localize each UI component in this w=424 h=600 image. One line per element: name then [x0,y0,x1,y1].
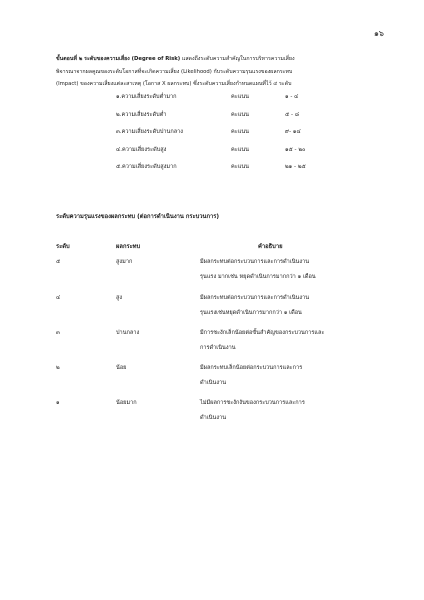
column-header-impact: ผลกระทบ [116,244,141,250]
severity-level: ๔ [56,295,61,301]
severity-level: ๒ [56,365,60,371]
intro-line3: (Impact) ของความเสี่ยงแต่ละสาเหตุ (โอกาส X ผลกระทบ) ซึ่งระดับความเสี่ยงกำหนดแผนที่ไว้ ๔ ระดับ [56,81,292,87]
intro-line1: แสดงถึงระดับความสำคัญในการบริหารความเสี่ยง [180,56,295,62]
risk-level-unit: คะแนน [231,164,249,170]
risk-level-row [0,146,424,160]
risk-level-unit: คะแนน [231,94,249,100]
risk-level-unit: คะแนน [231,147,249,153]
risk-level-label: ๔.ความเสี่ยงระดับสูง [116,147,167,153]
risk-level-label: ๒.ความเสี่ยงระดับต่ำ [116,112,167,118]
severity-level: ๕ [56,259,61,265]
risk-level-range: ๑๕ - ๒๐ [285,147,306,153]
risk-level-label: ๑.ความเสี่ยงระดับต่ำมาก [116,94,177,100]
risk-level-row [0,93,424,107]
severity-level: ๑ [56,400,60,406]
risk-level-unit: คะแนน [231,112,249,118]
page-number: ๑๖ [373,29,384,38]
severity-description: ไม่มีผลการชะงักงันของกระบวนการและการ ดำเนินงาน [200,400,305,421]
severity-impact: สูงมาก [116,259,133,265]
step-title: ขั้นตอนที่ ๒ ระดับของความเสี่ยง (Degree of Risk) [56,56,181,62]
risk-level-range: ๕ - ๘ [285,112,300,118]
severity-description: มีผลกระทบเล็กน้อยต่อกระบวนการและการ ดำเนินงาน [200,365,303,386]
risk-level-label: ๓.ความเสี่ยงระดับปานกลาง [116,129,184,135]
risk-level-row [0,163,424,177]
intro-line2: พิจารณาจากผลคูณของระดับโอกาสที่จะเกิดความเสี่ยง (Likelihood) กับระดับความรุนแรงของผลกระทบ [56,68,293,75]
risk-level-range: ๑ - ๔ [285,94,299,100]
severity-impact: ปานกลาง [116,330,140,336]
severity-description: มีการชะงักเล็กน้อยต่อขั้นสำคัญของกระบวนการและ การดำเนินงาน [200,330,325,351]
severity-impact: สูง [116,295,123,301]
severity-description: มีผลกระทบต่อกระบวนการและการดำเนินงาน รุนแรงเช่นหยุดดำเนินการมากกว่า ๑ เดือน [200,295,310,316]
severity-heading: ระดับความรุนแรงของผลกระทบ (ต่อการดำเนินงาน กระบวนการ) [56,214,220,220]
severity-impact: น้อยมาก [116,400,137,406]
risk-level-range: ๙- ๑๔ [285,129,301,135]
column-header-level: ระดับ [56,244,70,250]
risk-level-row [0,128,424,142]
risk-level-range: ๒๑ - ๒๕ [285,164,306,170]
severity-description: มีผลกระทบต่อกระบวนการและการดำเนินงาน รุนแรง มากเช่น หยุดดำเนินการมากกว่า ๑ เดือน [200,259,316,280]
risk-level-label: ๕.ความเสี่ยงระดับสูงมาก [116,164,177,170]
intro-paragraph [56,53,378,91]
column-header-description: คำอธิบาย [258,244,283,250]
severity-level: ๓ [56,330,60,336]
risk-level-unit: คะแนน [231,129,249,135]
risk-level-row [0,111,424,125]
severity-impact: น้อย [116,365,127,371]
